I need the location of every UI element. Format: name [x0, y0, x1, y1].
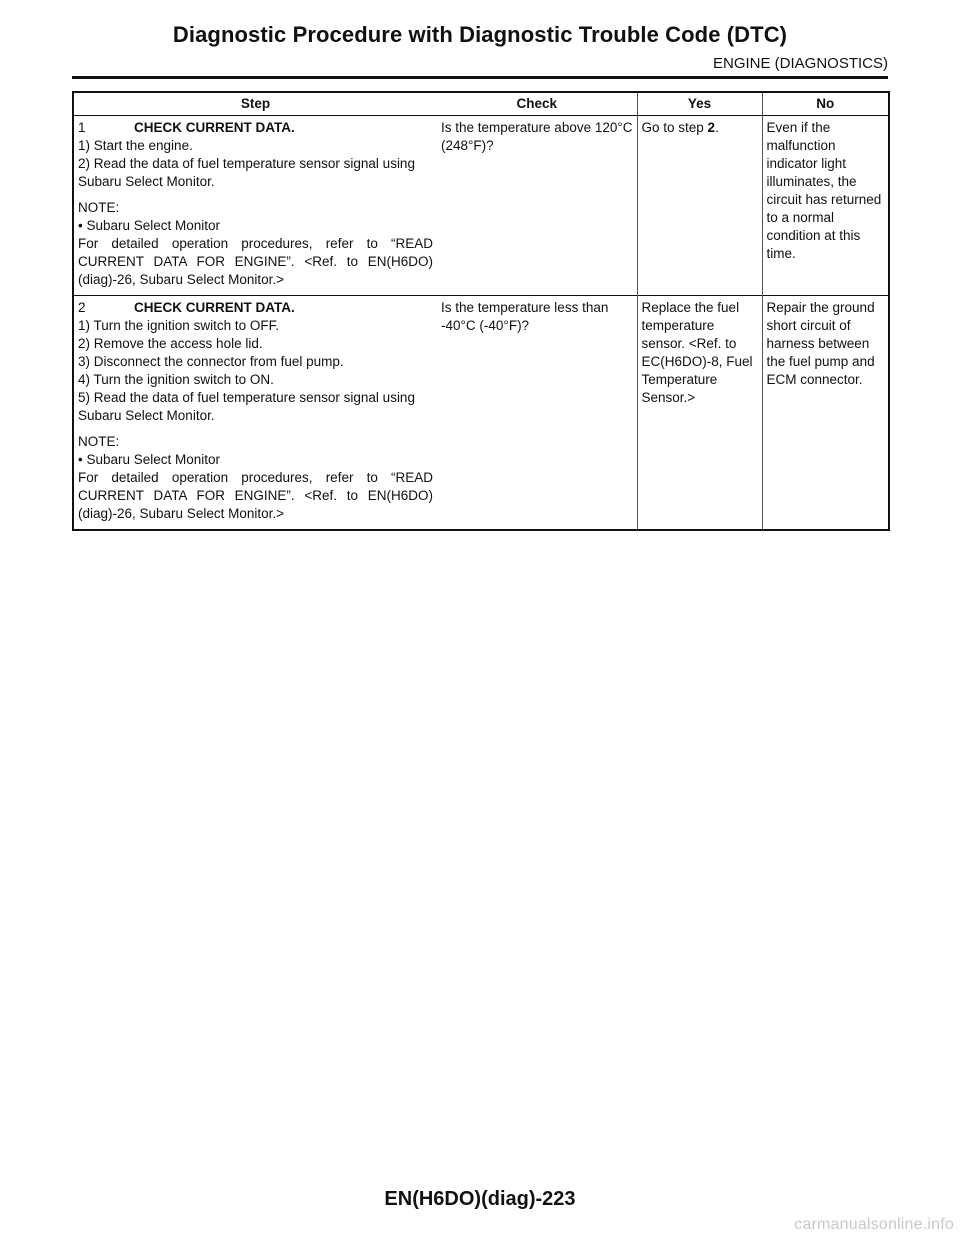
column-header-check: Check	[437, 92, 637, 116]
step-number: 1	[78, 120, 86, 135]
header-rule	[72, 76, 888, 79]
step-heading: CHECK CURRENT DATA.	[134, 300, 295, 315]
step-cell	[73, 296, 437, 531]
instruction: 2) Read the data of fuel temperature sensor signal using Subaru Select Monitor.	[78, 156, 415, 189]
note-label: NOTE:	[78, 434, 120, 449]
note-text: For detailed operation procedures, refer to “READ CURRENT DATA FOR ENGINE”. <Ref. to EN(H6DO)(diag)-26, Subaru Select Monitor.>	[78, 236, 433, 287]
no-cell: Repair the ground short circuit of harness between the fuel pump and ECM connector.	[762, 296, 889, 531]
step-heading: CHECK CURRENT DATA.	[134, 120, 295, 135]
yes-cell	[637, 116, 762, 296]
yes-suffix: .	[715, 120, 719, 135]
instruction: 4) Turn the ignition switch to ON.	[78, 372, 274, 387]
instruction: 1) Start the engine.	[78, 138, 193, 153]
check-cell: Is the temperature above 120°C (248°F)?	[437, 116, 637, 296]
step-cell	[73, 116, 437, 296]
instruction: 5) Read the data of fuel temperature sensor signal using Subaru Select Monitor.	[78, 390, 415, 423]
page-title: Diagnostic Procedure with Diagnostic Trouble Code (DTC)	[172, 22, 788, 47]
no-cell: Even if the malfunction indicator light illuminates, the circuit has returned to a normal condition at this time.	[762, 116, 889, 296]
watermark: carmanualsonline.info	[794, 1216, 954, 1233]
yes-prefix: Go to step	[641, 120, 708, 135]
yes-step-link[interactable]: 2	[707, 120, 716, 135]
column-header-yes: Yes	[637, 92, 762, 116]
instruction: 2) Remove the access hole lid.	[78, 336, 263, 351]
yes-cell: Replace the fuel temperature sensor. <Ref. to EC(H6DO)-8, Fuel Temperature Sensor.>	[637, 296, 762, 531]
table-header-row	[73, 92, 889, 116]
check-cell: Is the temperature less than -40°C (-40°F)?	[437, 296, 637, 531]
page-number: EN(H6DO)(diag)-223	[384, 1188, 576, 1210]
instruction: 3) Disconnect the connector from fuel pump.	[78, 354, 344, 369]
column-header-step: Step	[73, 92, 437, 116]
note-bullet: • Subaru Select Monitor	[78, 452, 221, 467]
table-row	[73, 296, 889, 531]
section-label: ENGINE (DIAGNOSTICS)	[712, 55, 888, 72]
step-number: 2	[78, 300, 86, 315]
note-bullet: • Subaru Select Monitor	[78, 218, 221, 233]
table-row	[73, 116, 889, 296]
note-label: NOTE:	[78, 200, 120, 215]
instruction: 1) Turn the ignition switch to OFF.	[78, 318, 280, 333]
column-header-no: No	[762, 92, 889, 116]
diagnostic-table	[72, 91, 890, 531]
note-text: For detailed operation procedures, refer to “READ CURRENT DATA FOR ENGINE”. <Ref. to EN(H6DO)(diag)-26, Subaru Select Monitor.>	[78, 470, 433, 521]
